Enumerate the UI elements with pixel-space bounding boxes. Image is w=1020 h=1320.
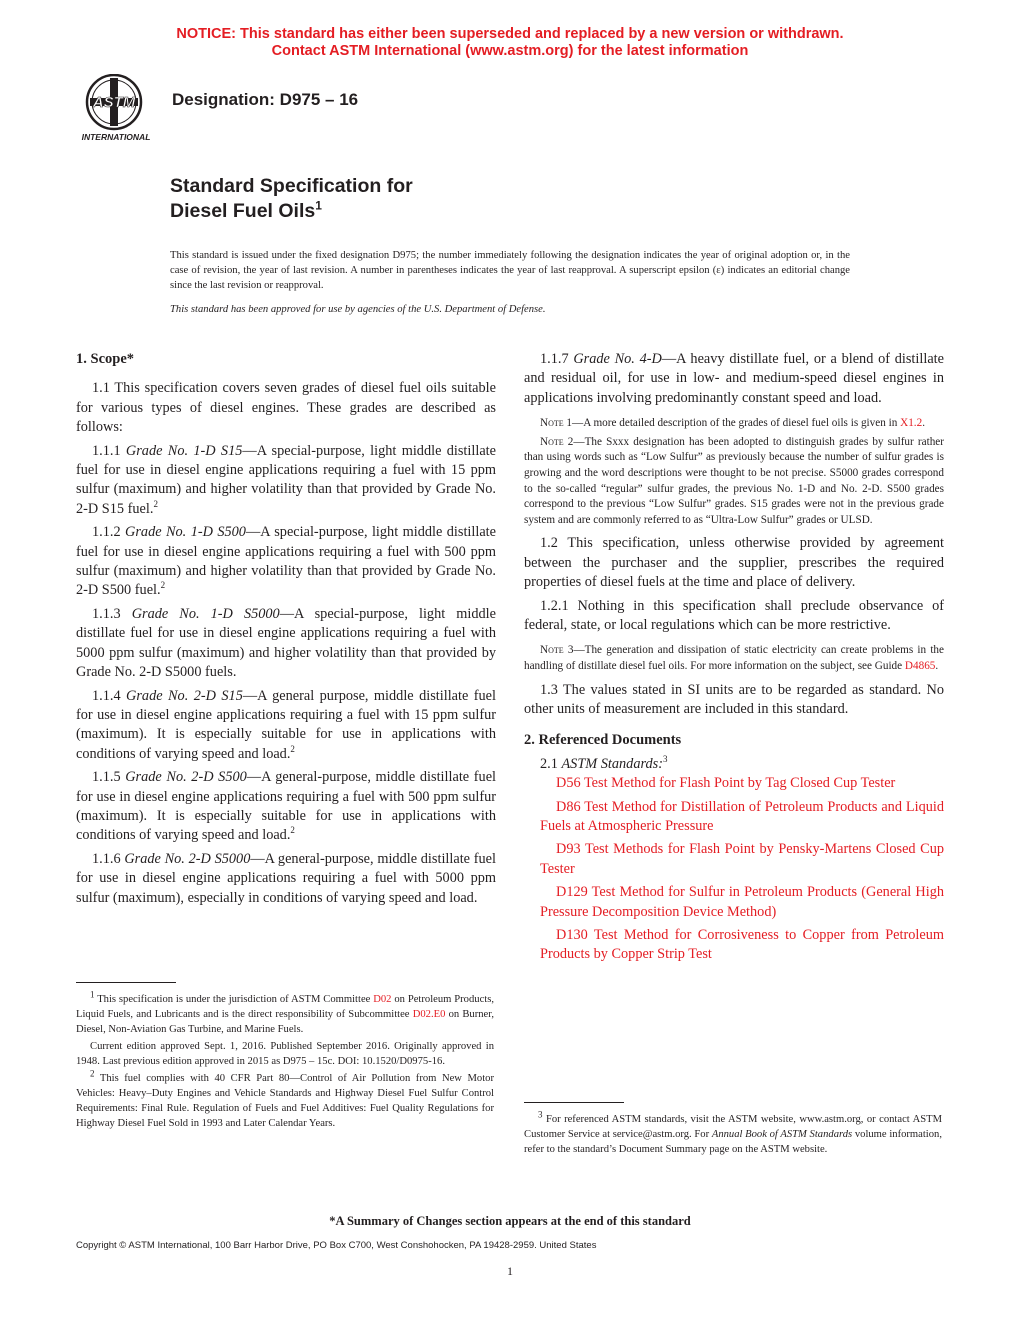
right-column	[524, 350, 944, 969]
footnote-3: $^3$ For referenced ASTM standards, visit the ASTM website, www.astm.org, or contact ASTM Customer Service at service@astm.org. For Annual Book of ASTM Standards volume information, refer to the standard’s Document Summary page on the ASTM website.	[524, 1109, 943, 1155]
note-1: Note 1—A more detailed description of the grades of diesel fuel oils is given in X1.2.	[540, 417, 925, 430]
footnote-1b: Current edition approved Sept. 1, 2016. Published September 2016. Originally approved in 1948. Last previous edition approved in 2015 as D975 – 15c. DOI: 10.1520/D0975-16.	[76, 1041, 494, 1067]
ref-d56[interactable]: D56 Test Method for Flash Point by Tag Closed Cup Tester	[556, 775, 896, 792]
para-1-1-3: 1.1.3 Grade No. 1-D S5000—A special-purpose, light middle distillate fuel for use in diesel engine applications requiring a fuel with 5000 ppm sulfur (maximum) and higher volatility than that provided by Grade No. 2-D S5000 fuels.	[76, 605, 496, 681]
logo-subtext: INTERNATIONAL	[81, 132, 151, 142]
copyright: Copyright © ASTM International, 100 Barr Harbor Drive, PO Box C700, West Conshohocken, PA 19428-2959. United States	[76, 1240, 597, 1251]
left-column	[76, 350, 496, 912]
summary-of-changes-note: *A Summary of Changes section appears at the end of this standard	[329, 1214, 691, 1228]
notice-line-2: Contact ASTM International (www.astm.org) for the latest information	[271, 43, 749, 59]
astm-logo	[76, 74, 162, 144]
link-d4865[interactable]: D4865	[904, 660, 936, 672]
footnote-rule-right	[524, 1102, 624, 1103]
link-x1-2[interactable]: X1.2	[900, 417, 923, 430]
ref-d130[interactable]: D130 Test Method for Corrosiveness to Copper from Petroleum Products by Copper Strip Test	[540, 927, 944, 963]
page-number: 1	[507, 1264, 513, 1278]
ref-d93[interactable]: D93 Test Methods for Flash Point by Pensky-Martens Closed Cup Tester	[540, 841, 944, 877]
link-d02-e0[interactable]: D02.E0	[412, 1009, 446, 1020]
title-footnote-ref: 1	[315, 198, 322, 213]
para-1-3: 1.3 The values stated in SI units are to be regarded as standard. No other units of measurement are included in this standard.	[524, 681, 944, 717]
footnote-rule-left	[76, 982, 176, 983]
para-1-1-4: 1.1.4 Grade No. 2-D S15—A general purpose, middle distillate fuel for use in diesel engine applications requiring a fuel with 15 ppm sulfur (maximum). It is especially suitable for use in applications with conditions of varying speed and load.$^2$	[76, 687, 496, 762]
dod-approval: This standard has been approved for use by agencies of the U.S. Department of Defense.	[170, 304, 546, 315]
footnote-2: $^2$ This fuel complies with 40 CFR Part 80—Control of Air Pollution from New Motor Vehicles: Heavy–Duty Engines and Vehicle Standards and Highway Diesel Fuel Sulfur Control Requirements: Final Rule. Regulation of Fuels and Fuel Additives: Fuel Quality Regulations for Highway Diesel Fuel Sold in 1993 and Later Calendar Years.	[76, 1068, 494, 1129]
document-title	[170, 174, 413, 224]
link-d02[interactable]: D02	[373, 994, 392, 1005]
para-1-1-7: 1.1.7 Grade No. 4-D—A heavy distillate fuel, or a blend of distillate and residual oil, for use in low- and medium-speed diesel engines in applications involving predominantly constant speed and load.	[524, 351, 944, 406]
para-1-1: 1.1 This specification covers seven grades of diesel fuel oils suitable for various types of diesel engines. These grades are described as follows:	[76, 380, 496, 436]
para-1-1-1: 1.1.1 Grade No. 1-D S15—A special-purpose, light middle distillate fuel for use in diesel engine applications requiring a fuel with 15 ppm sulfur (maximum) and higher volatility than that provided by Grade No. 2-D S15 fuel.$^2$	[76, 442, 496, 517]
title-line-2: Diesel Fuel Oils$^1$	[170, 198, 322, 222]
note-2: Note 2—The Sxxx designation has been adopted to distinguish grades by sulfur rather than using words such as “Low Sulfur” as previously because the number of sulfur grades is growing and the word descriptions were thought to be not precise. S5000 grades correspond to the so-called “regular” sulfur grades, the previous No. 1-D and No. 2-D. S500 grades correspond to the previous “Low Sulfur” grades. S15 grades were not in the previous grade system and are commonly referred to as “Ultra-Low Sulfur” grades or ULSD.	[524, 435, 944, 526]
ref-d129[interactable]: D129 Test Method for Sulfur in Petroleum Products (General High Pressure Decomposition Device Method)	[540, 884, 944, 920]
para-1-2: 1.2 This specification, unless otherwise provided by agreement between the purchaser and the supplier, prescribes the required properties of diesel fuels at the time and place of delivery.	[524, 535, 944, 591]
referenced-documents-heading: 2. Referenced Documents	[524, 732, 682, 749]
ref-d86[interactable]: D86 Test Method for Distillation of Petroleum Products and Liquid Fuels at Atmospheric Pressure	[540, 798, 944, 835]
footnote-1: $^1$ This specification is under the jurisdiction of ASTM Committee D02 on Petroleum Products, Liquid Fuels, and Lubricants and is the direct responsibility of Subcommittee D02.E0 on Burner, Diesel, Non-Aviation Gas Turbine, and Marine Fuels.	[76, 989, 494, 1035]
notice-line-1: NOTICE: This standard has either been superseded and replaced by a new version or withdrawn.	[176, 26, 844, 42]
para-2-1: 2.1 ASTM Standards:$^3$	[540, 754, 668, 772]
title-line-1: Standard Specification for	[170, 175, 413, 197]
para-1-1-6: 1.1.6 Grade No. 2-D S5000—A general-purpose, middle distillate fuel for use in diesel engine applications requiring a fuel with 5000 ppm sulfur (maximum), especially in conditions of varying speed and load.	[76, 850, 496, 906]
right-footnotes	[524, 1109, 943, 1159]
designation: Designation: D975 – 16	[172, 90, 359, 109]
para-1-2-1: 1.2.1 Nothing in this specification shall preclude observance of federal, state, or local regulations which can be more restrictive.	[524, 597, 944, 633]
note-3: Note 3—The generation and dissipation of static electricity can create problems in the handling of distillate diesel fuel oils. For more information on the subject, see Guide D4865.	[524, 644, 944, 672]
intro-paragraph: This standard is issued under the fixed designation D975; the number immediately following the designation indicates the year of original adoption or, in the case of revision, the year of last revision. A number in parentheses indicates the year of last reapproval. A superscript epsilon (ε) indicates an editorial change since the last revision or reapproval.	[170, 250, 850, 291]
para-1-1-2: 1.1.2 Grade No. 1-D S500—A special-purpose, light middle distillate fuel for use in diesel engine applications requiring a fuel with 500 ppm sulfur (maximum) and higher volatility than that provided by Grade No. 2-D S500 fuel.$^2$	[76, 524, 496, 599]
para-1-1-5: 1.1.5 Grade No. 2-D S500—A general-purpose, middle distillate fuel for use in diesel engine applications requiring a fuel with 500 ppm sulfur (maximum). It is especially suitable for use in applications with conditions of varying speed and load.$^2$	[76, 769, 497, 844]
scope-heading: 1. Scope*	[76, 351, 134, 367]
logo-text: ASTM	[92, 94, 136, 111]
left-footnotes	[76, 989, 494, 1133]
